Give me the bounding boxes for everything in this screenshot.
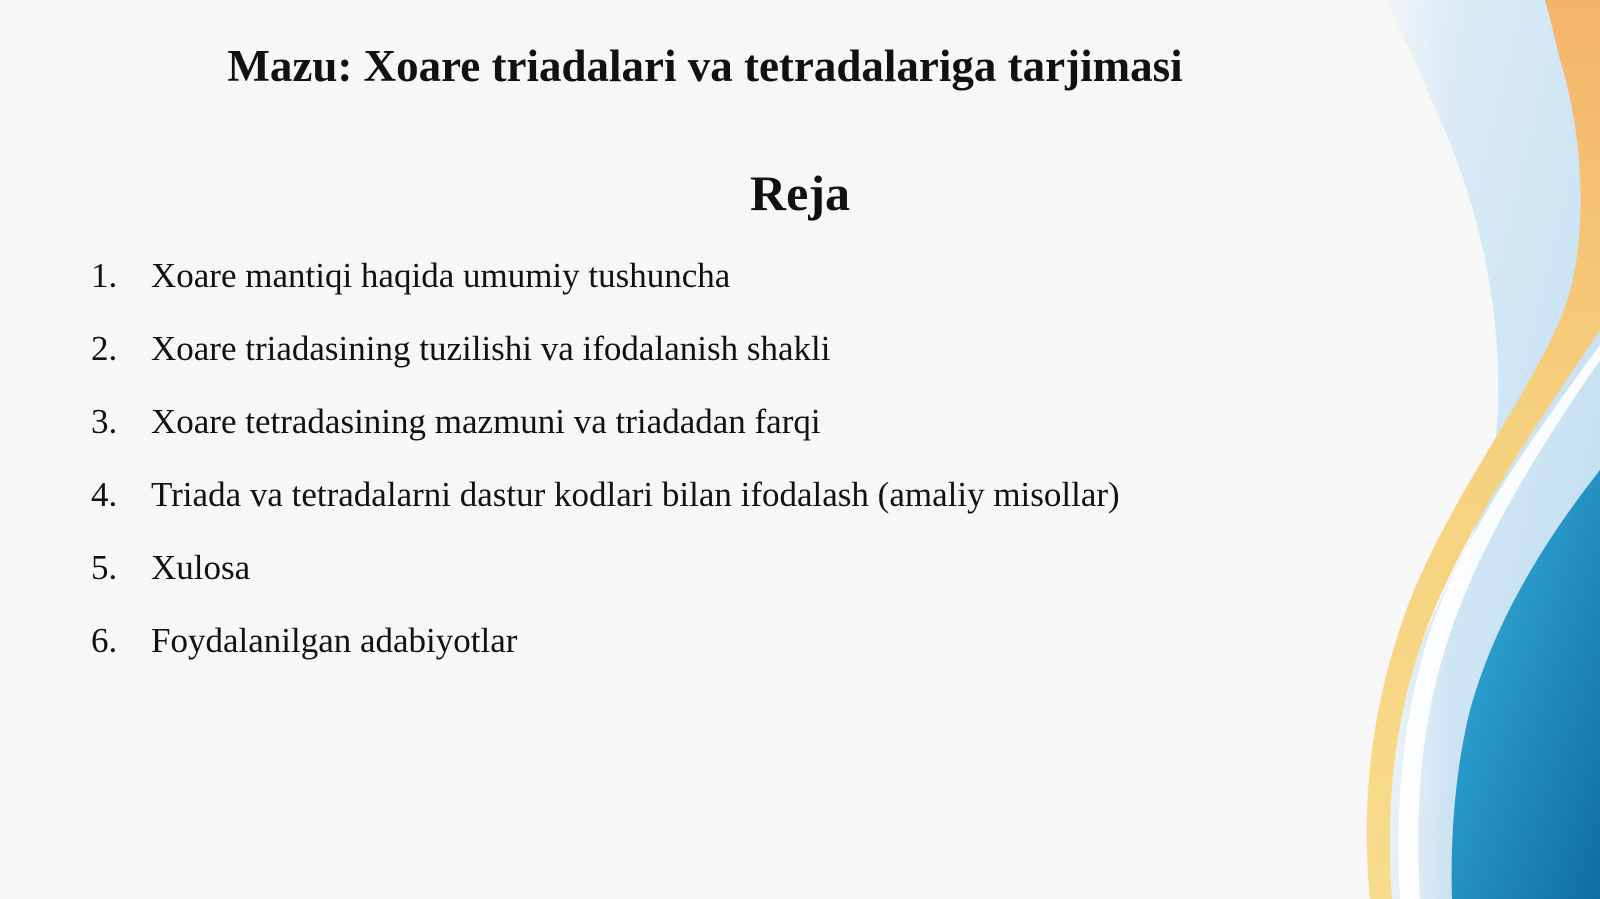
plan-item-text: Xulosa xyxy=(151,548,251,587)
plan-item-text: Triada va tetradalarni dastur kodlari bilan ifodalash (amaliy misollar) xyxy=(151,475,1120,514)
plan-item-text: Xoare tetradasining mazmuni va triadadan farqi xyxy=(151,402,821,441)
plan-item xyxy=(91,542,1120,615)
plan-list xyxy=(91,250,1120,688)
plan-item-text: Xoare triadasining tuzilishi va ifodalanish shakli xyxy=(151,329,831,368)
plan-item-number: 5. xyxy=(91,548,118,587)
slide-title: Mazu: Xoare triadalari va tetradalariga tarjimasi xyxy=(227,41,1183,91)
plan-item-number: 2. xyxy=(91,329,118,368)
plan-item-number: 3. xyxy=(91,402,118,441)
plan-item-text: Foydalanilgan adabiyotlar xyxy=(151,621,518,660)
plan-item xyxy=(91,469,1120,542)
plan-item xyxy=(91,323,1120,396)
plan-item-number: 6. xyxy=(91,621,118,660)
plan-heading: Reja xyxy=(750,165,850,221)
plan-item-number: 4. xyxy=(91,475,118,514)
plan-item xyxy=(91,250,1120,323)
plan-item-text: Xoare mantiqi haqida umumiy tushuncha xyxy=(151,256,731,295)
plan-item xyxy=(91,615,1120,688)
plan-item-number: 1. xyxy=(91,256,118,295)
plan-item xyxy=(91,396,1120,469)
